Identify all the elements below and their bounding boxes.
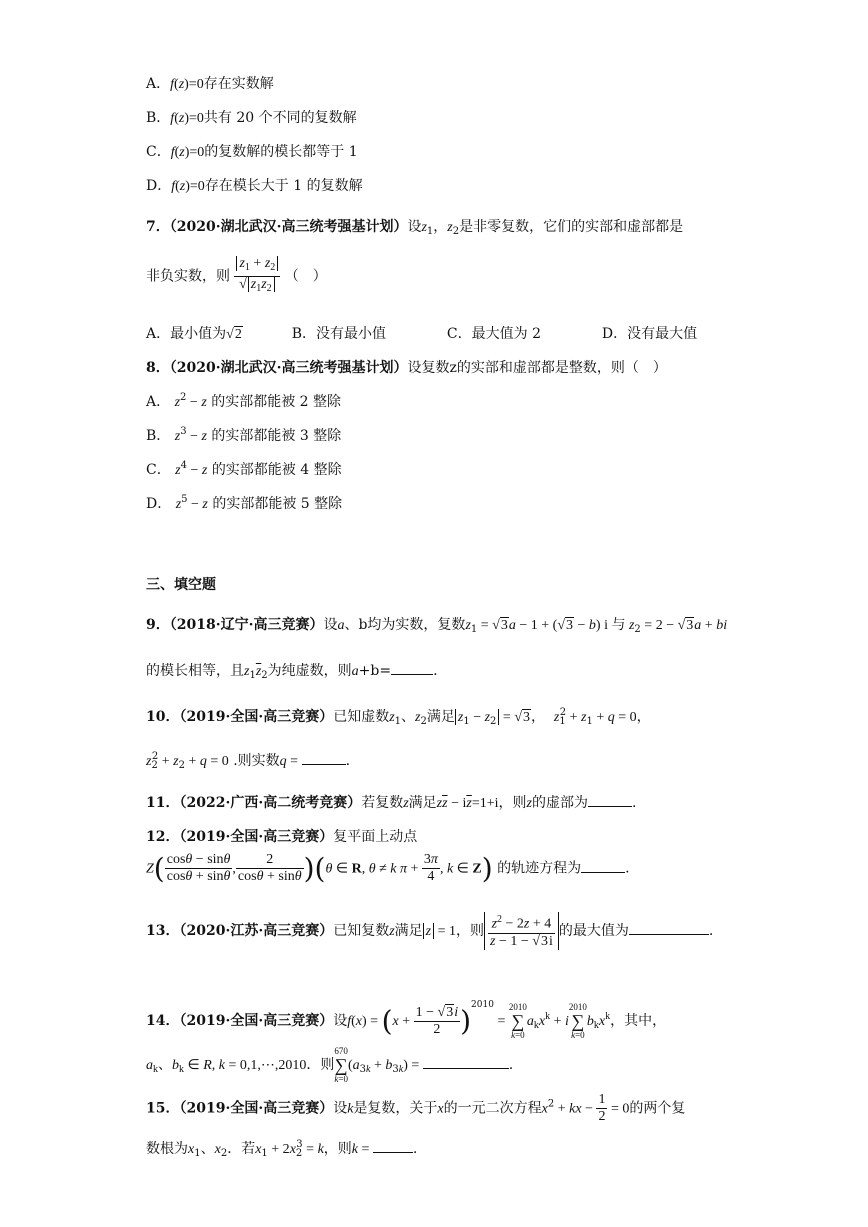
q9-source: （2018·辽宁·高三竞赛） [169, 617, 324, 633]
q14-source: （2019·全国·高三竞赛） [179, 1013, 334, 1029]
q8-option-c: C． $z^4 - z$ 的实部都能被 4 整除 [146, 460, 342, 478]
q7-options [146, 323, 697, 343]
q9-stem: 9．（2018·辽宁·高三竞赛）设a、b均为实数，复数$z_1 = √3a - 1 + (√3 - b)$ i 与 $z_2 = 2 - √3a$ + bi [146, 617, 728, 635]
q6-option-b: B．f(z)=0共有 20 个不同的复数解 [146, 110, 357, 126]
q10-stem-line2: $z_2^2 + z_2 + q = 0$ .则实数q = . [146, 751, 351, 771]
q10-stem: 10．（2019·全国·高三竞赛）已知虚数$z_1$、$z_2$满足 $z_1 - z_2 = √3$， $z_1^2 + z_1 + q = 0$， [146, 707, 651, 727]
q8-option-a: A． $z^2 - z$ 的实部都能被 2 整除 [146, 392, 342, 410]
q10-source: （2019·全国·高三竞赛） [179, 709, 334, 725]
q14-answer-blank[interactable] [423, 1056, 509, 1069]
q11-answer-blank[interactable] [588, 794, 632, 807]
q10-answer-blank[interactable] [302, 752, 346, 765]
q6-option-d: D．f(z)=0存在模长大于 1 的复数解 [146, 178, 363, 194]
q9-stem-line2: 的模长相等，且$z_1\overline{z}_2$为纯虚数，则a+b= . [146, 663, 438, 681]
q15-answer-blank[interactable] [373, 1140, 413, 1153]
q7-source: （2020·湖北武汉·高三统考强基计划） [169, 219, 408, 235]
q7-stem-line2: 非负实数，则 $\frac{z_1 + z_2}{√ z_1z_2}$ （ ） [146, 256, 327, 297]
q12-formula-line: Z( $\frac{\cos\theta - \sin\theta}{\cos\theta + \sin\theta}$ , $\frac{2}{\cos\theta + \sin\theta}$ )(θ ∈ R, θ ≠ k π + $\frac{3\pi}{4}$ , k ∈ Z) 的轨迹方程为 . [146, 852, 630, 885]
q15-stem-line2: 数根为$x_1$、$x_2$．若$x_1 + 2x_2^3 = k$，则k = . [146, 1139, 418, 1159]
q7-option-a: A．最小值为√2 [146, 326, 242, 342]
section-title: 三、填空题 [146, 577, 216, 593]
q13-stem: 13．（2020·江苏·高三竞赛）已知复数z满足 z = 1，则 $\frac{z^2 - 2z + 4}{z - 1 - √3i}$ 的最大值为 . [146, 914, 714, 949]
q14-stem: 14．（2019·全国·高三竞赛）设f(x) = (x + $\frac{1 - √3i}{2}$ )$^{2010}$ = 2010 ∑ k=0 $a_kx^k + i$ 2010 ∑ k=0 $b_kx^k$，其中， [146, 1000, 667, 1040]
q8-option-d: D． $z^5 - z$ 的实部都能被 5 整除 [146, 494, 343, 512]
q8-option-b: B． $z^3 - z$ 的实部都能被 3 整除 [146, 426, 342, 444]
q7-option-d: D．没有最大值 [601, 326, 698, 342]
q7-option-c: C．最大值为 2 [446, 326, 541, 342]
q12-stem: 12．（2019·全国·高三竞赛）复平面上动点 [146, 829, 418, 845]
q7-fraction: $\frac{z_1 + z_2}{√ z_1z_2}$ [234, 256, 280, 297]
q12-answer-blank[interactable] [581, 860, 625, 873]
q14-stem-line2: $a_k$、$b_k$ ∈ R, k = 0,1,⋯,2010．则 670 ∑ k=0 $(a_{3k} + b_{3k})$ = . [146, 1046, 514, 1084]
q11-stem: 11．（2022·广西·高二统考竞赛）若复数z满足$z\overline{z} - i\overline{z}=1+i$，则z的虚部为 . [146, 795, 637, 811]
formula: f [170, 77, 175, 92]
q6-option-a-text: 存在实数解 [203, 76, 274, 92]
q13-source: （2020·江苏·高三竞赛） [179, 922, 334, 939]
q8-source: （2020·湖北武汉·高三统考强基计划） [169, 360, 408, 376]
q6-option-a: A．f(z)=0存在实数解 [146, 76, 274, 92]
q7-option-b: B．没有最小值 [291, 326, 387, 342]
q8-stem: 8．（2020·湖北武汉·高三统考强基计划）设复数z的实部和虚部都是整数，则（ ） [146, 360, 667, 376]
q15-stem: 15．（2019·全国·高三竞赛）设k是复数，关于x的一元二次方程$x^2$ + kx − $\frac{1}{2}$ = 0的两个复 [146, 1092, 686, 1124]
q9-answer-blank[interactable] [391, 662, 433, 675]
q12-source: （2019·全国·高三竞赛） [179, 829, 334, 845]
q15-source: （2019·全国·高三竞赛） [179, 1100, 334, 1117]
q11-source: （2022·广西·高二统考竞赛） [179, 795, 362, 811]
q13-answer-blank[interactable] [629, 922, 709, 935]
q7-stem: 7．（2020·湖北武汉·高三统考强基计划）设$z_1$，$z_2$是非零复数，它们的实部和虚部都是 [146, 219, 684, 237]
q6-option-c: C．f(z)=0的复数解的模长都等于 1 [146, 144, 358, 160]
